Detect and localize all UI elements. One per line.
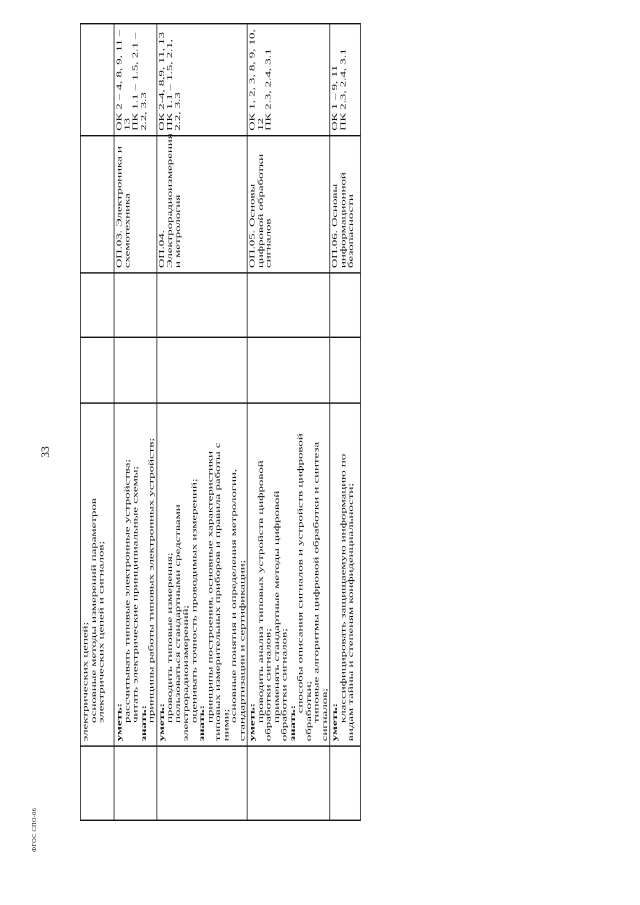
- requirement-line: обработки сигналов;: [280, 628, 289, 742]
- discipline-cell: ОП.05. Основы цифровой обработки сигналов: [247, 136, 330, 273]
- requirement-line: ними;: [221, 708, 230, 742]
- index-cell: [247, 746, 330, 820]
- discipline-cell: [80, 136, 114, 273]
- hours-max-cell: [247, 337, 330, 403]
- hours-max-cell: [114, 337, 156, 403]
- requirement-line: рассчитывать типовые электронные устройства;: [123, 458, 131, 723]
- requirement-heading: уметь:: [330, 703, 339, 742]
- requirement-line: читать электрические принципиальные схемы;: [131, 466, 139, 723]
- requirements-cell: [114, 403, 156, 746]
- requirement-line: основные методы измерений параметров: [89, 497, 98, 723]
- requirement-line: типовых измерительных приборов и правила работы с: [213, 442, 222, 742]
- competencies-cell: ОК 1 – 9, 11 ПК 2.3, 2.4, 3.1: [330, 24, 361, 136]
- page-number: 33: [40, 446, 52, 458]
- index-cell: [157, 746, 248, 820]
- requirement-line: пользоваться стандартными средствами: [173, 504, 182, 723]
- requirement-line: стандартизации и сертификации;: [237, 559, 246, 742]
- requirement-heading: знать:: [139, 705, 147, 742]
- requirement-line: основные понятия и определения метрологии,: [229, 468, 238, 723]
- requirement-heading: знать:: [288, 705, 297, 742]
- competencies-cell: ОК 2 – 4, 8, 9, 11 – 13 ПК 1.1 – 1.5, 2.1 –2.2, 3.3: [114, 24, 156, 136]
- requirement-line: электрорадиоизмерений;: [181, 605, 190, 742]
- discipline-cell: ОП.03. Электроника и схемотехника: [114, 136, 156, 273]
- hours-max-cell: [330, 337, 361, 403]
- competency-table: [80, 23, 361, 821]
- requirements-cell: [330, 403, 361, 746]
- hours-class-cell: [157, 273, 248, 337]
- table-row: [157, 24, 248, 821]
- index-cell: [330, 746, 361, 820]
- requirement-line: оценивать точность проводимых измерений;: [189, 478, 198, 723]
- requirement-line: обработки;: [304, 680, 313, 742]
- competencies-cell: [80, 24, 114, 136]
- requirement-line: классифицировать защищаемую информацию по: [338, 453, 347, 723]
- hours-class-cell: [80, 273, 114, 337]
- hours-class-cell: [114, 273, 156, 337]
- hours-class-cell: [247, 273, 330, 337]
- requirement-heading: уметь:: [157, 703, 166, 742]
- requirement-line: принципы работы типовых электронных устройств;: [147, 437, 155, 723]
- requirement-line: электрических цепей;: [81, 621, 90, 742]
- hours-class-cell: [330, 273, 361, 337]
- requirement-line: обработки сигналов;: [264, 628, 273, 742]
- index-cell: [80, 746, 114, 820]
- hours-max-cell: [157, 337, 248, 403]
- discipline-cell: ОП.06. Основы информационной безопасности: [330, 136, 361, 273]
- hours-max-cell: [80, 337, 114, 403]
- requirement-line: проводить анализ типовых устройств цифровой: [256, 460, 264, 723]
- requirement-line: типовые алгоритмы цифровой обработки и синтеза: [312, 441, 321, 723]
- requirements-cell: [80, 403, 114, 746]
- requirement-line: проводить типовые измерения;: [165, 552, 174, 723]
- discipline-cell: ОП.04. Электрорадиоизмерения и метрология: [157, 136, 248, 273]
- requirement-line: видам тайны и степеням конфиденциальности;: [346, 483, 355, 742]
- requirements-cell: [247, 403, 330, 746]
- table-row: [80, 24, 114, 821]
- requirement-line: применять стандартные методы цифровой: [272, 490, 281, 723]
- requirement-line: принципы построения, основные характеристики: [205, 450, 214, 723]
- competency-table-body: [80, 24, 360, 821]
- footer-standard-code: ФГОС СПО-06: [31, 807, 38, 853]
- requirement-line: сигналов;: [320, 688, 329, 742]
- table-row: [330, 24, 361, 821]
- table-row: [114, 24, 156, 821]
- requirement-line: способы описания сигналов и устройств цифровой: [296, 433, 305, 714]
- requirement-line: электрических цепей и сигналов;: [97, 540, 106, 723]
- competencies-cell: ОК 1, 2, 3, 8, 9, 10, 12 ПК 2.3, 2.4, 3.1: [247, 24, 330, 136]
- requirement-heading: знать:: [197, 705, 206, 742]
- index-cell: [114, 746, 156, 820]
- requirements-cell: [157, 403, 248, 746]
- rotated-page-content: [80, 0, 640, 821]
- table-row: [247, 24, 330, 821]
- competencies-cell: ОК 2-4, 8,9, 11, 13 ПК 1.1 – 1.5, 2.1, 2.2, 3.3: [157, 24, 248, 136]
- requirement-heading: уметь:: [248, 703, 256, 742]
- requirement-heading: уметь:: [115, 703, 123, 742]
